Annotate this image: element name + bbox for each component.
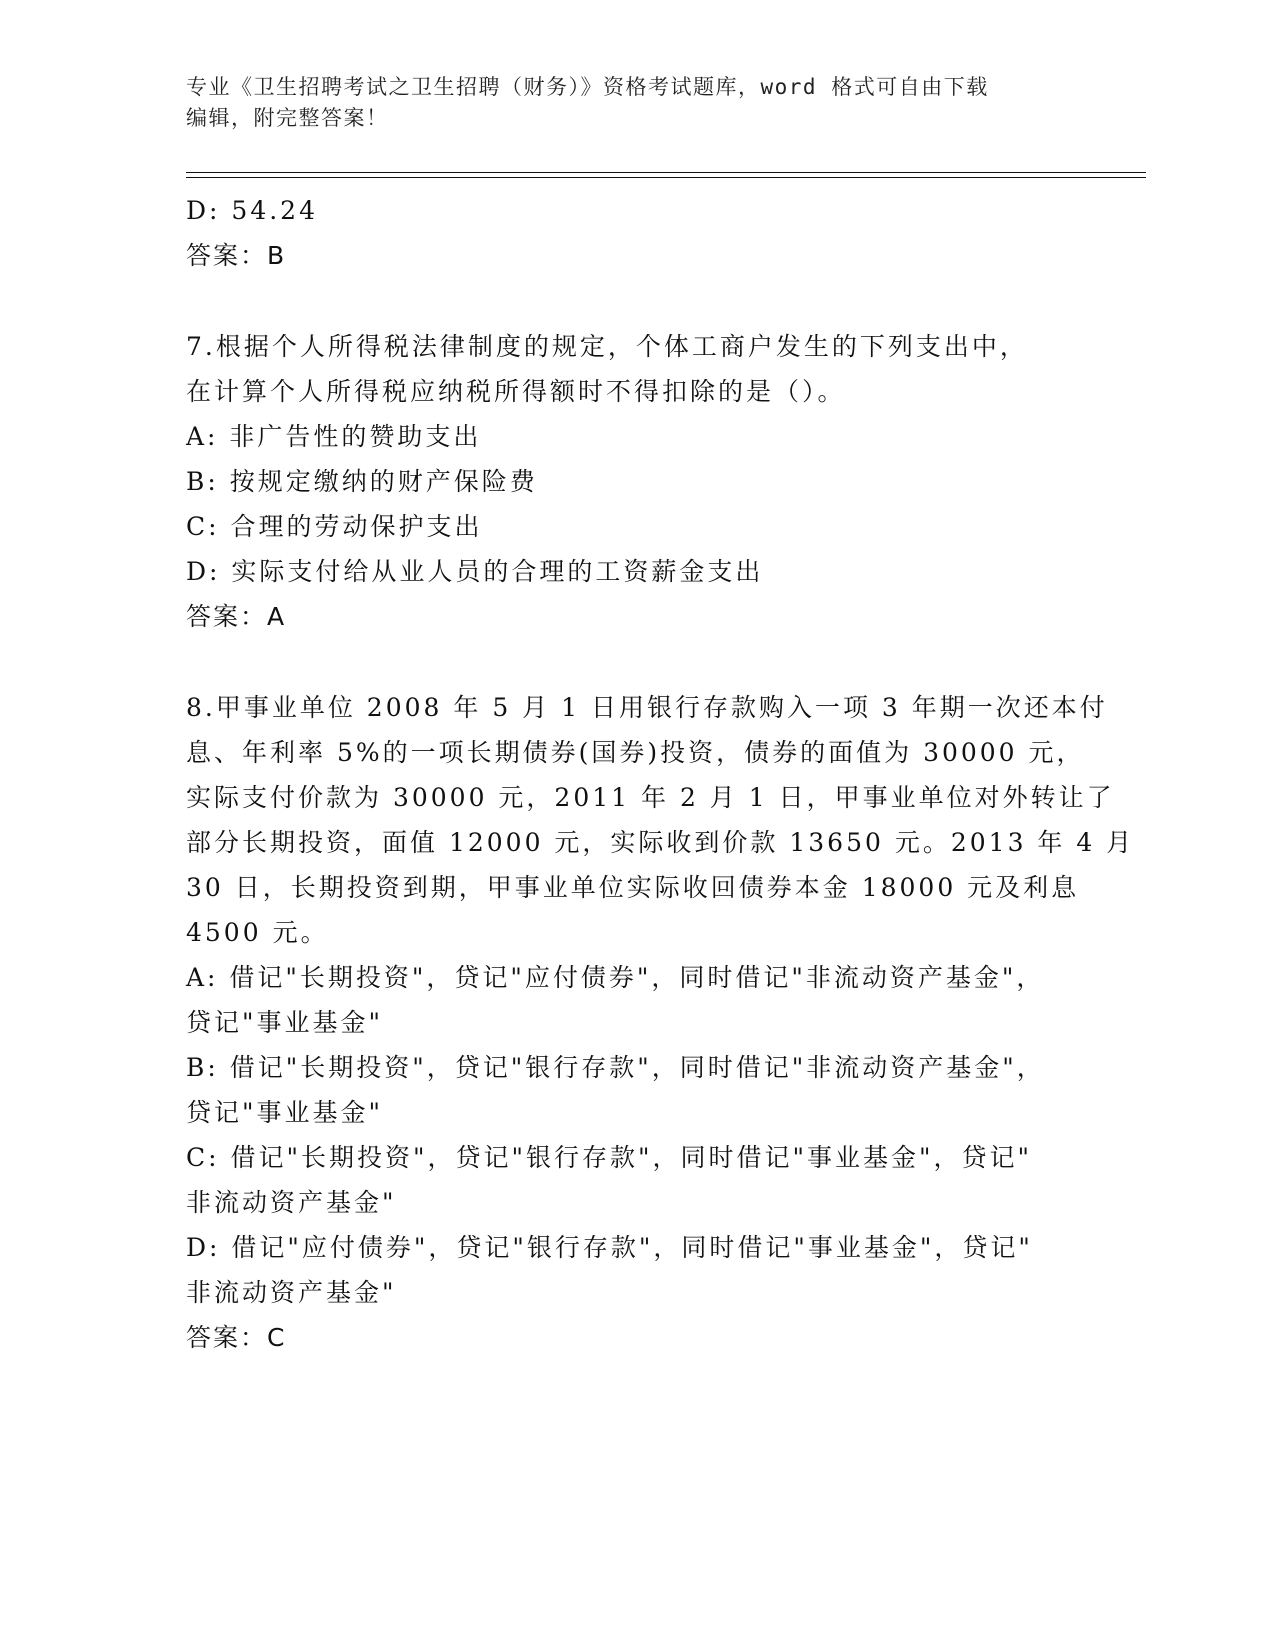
page-header xyxy=(186,72,1066,134)
question-stem-line: 7.根据个人所得税法律制度的规定，个体工商户发生的下列支出中， xyxy=(186,332,1028,361)
spacer xyxy=(186,278,1086,324)
question-8 xyxy=(186,685,1135,1360)
question-stem-line: 在计算个人所得税应纳税所得额时不得扣除的是（）。 xyxy=(186,377,846,406)
question-stem-line: 息、年利率 5%的一项长期债券(国券)投资，债券的面值为 30000 元， xyxy=(186,738,1085,767)
header-rule-top xyxy=(186,172,1146,173)
previous-question-tail xyxy=(186,188,1086,278)
option-a: A: 非广告性的赞助支出 xyxy=(186,422,482,451)
question-stem-line: 30 日，长期投资到期，甲事业单位实际收回债券本金 18000 元及利息 xyxy=(186,873,1080,902)
option-d: D: 借记"应付债券"，贷记"银行存款"，同时借记"事业基金"，贷记" xyxy=(186,1233,1033,1262)
header-line-2: 编辑，附完整答案！ xyxy=(186,106,389,130)
question-7 xyxy=(186,324,1086,639)
question-stem-line: 4500 元。 xyxy=(186,918,329,947)
option-b: B: 按规定缴纳的财产保险费 xyxy=(186,467,538,496)
option-c: C: 合理的劳动保护支出 xyxy=(186,512,483,541)
question-stem-line: 8.甲事业单位 2008 年 5 月 1 日用银行存款购入一项 3 年期一次还本付 xyxy=(186,693,1108,722)
question-stem-line: 部分长期投资，面值 12000 元，实际收到价款 13650 元。2013 年 4 月 xyxy=(186,828,1135,857)
answer: 答案：C xyxy=(186,1323,287,1352)
option-d: D: 实际支付给从业人员的合理的工资薪金支出 xyxy=(186,557,764,586)
header-rule-bottom xyxy=(186,177,1146,178)
option-b: B: 借记"长期投资"，贷记"银行存款"，同时借记"非流动资产基金"， xyxy=(186,1053,1045,1082)
spacer xyxy=(186,639,1086,685)
document-body xyxy=(186,188,1135,1360)
option-a-cont: 贷记"事业基金" xyxy=(186,1008,383,1037)
option-b-cont: 贷记"事业基金" xyxy=(186,1098,383,1127)
option-d: D: 54.24 xyxy=(186,196,318,225)
option-c-cont: 非流动资产基金" xyxy=(186,1188,397,1217)
option-d-cont: 非流动资产基金" xyxy=(186,1278,397,1307)
option-c: C: 借记"长期投资"，贷记"银行存款"，同时借记"事业基金"，贷记" xyxy=(186,1143,1032,1172)
answer: 答案：A xyxy=(186,602,287,631)
option-a: A: 借记"长期投资"，贷记"应付债券"，同时借记"非流动资产基金"， xyxy=(186,963,1045,992)
header-line-1: 专业《卫生招聘考试之卫生招聘（财务）》资格考试题库，word 格式可自由下载 xyxy=(186,75,989,99)
answer: 答案：B xyxy=(186,241,287,270)
question-stem-line: 实际支付价款为 30000 元，2011 年 2 月 1 日，甲事业单位对外转让了 xyxy=(186,783,1115,812)
